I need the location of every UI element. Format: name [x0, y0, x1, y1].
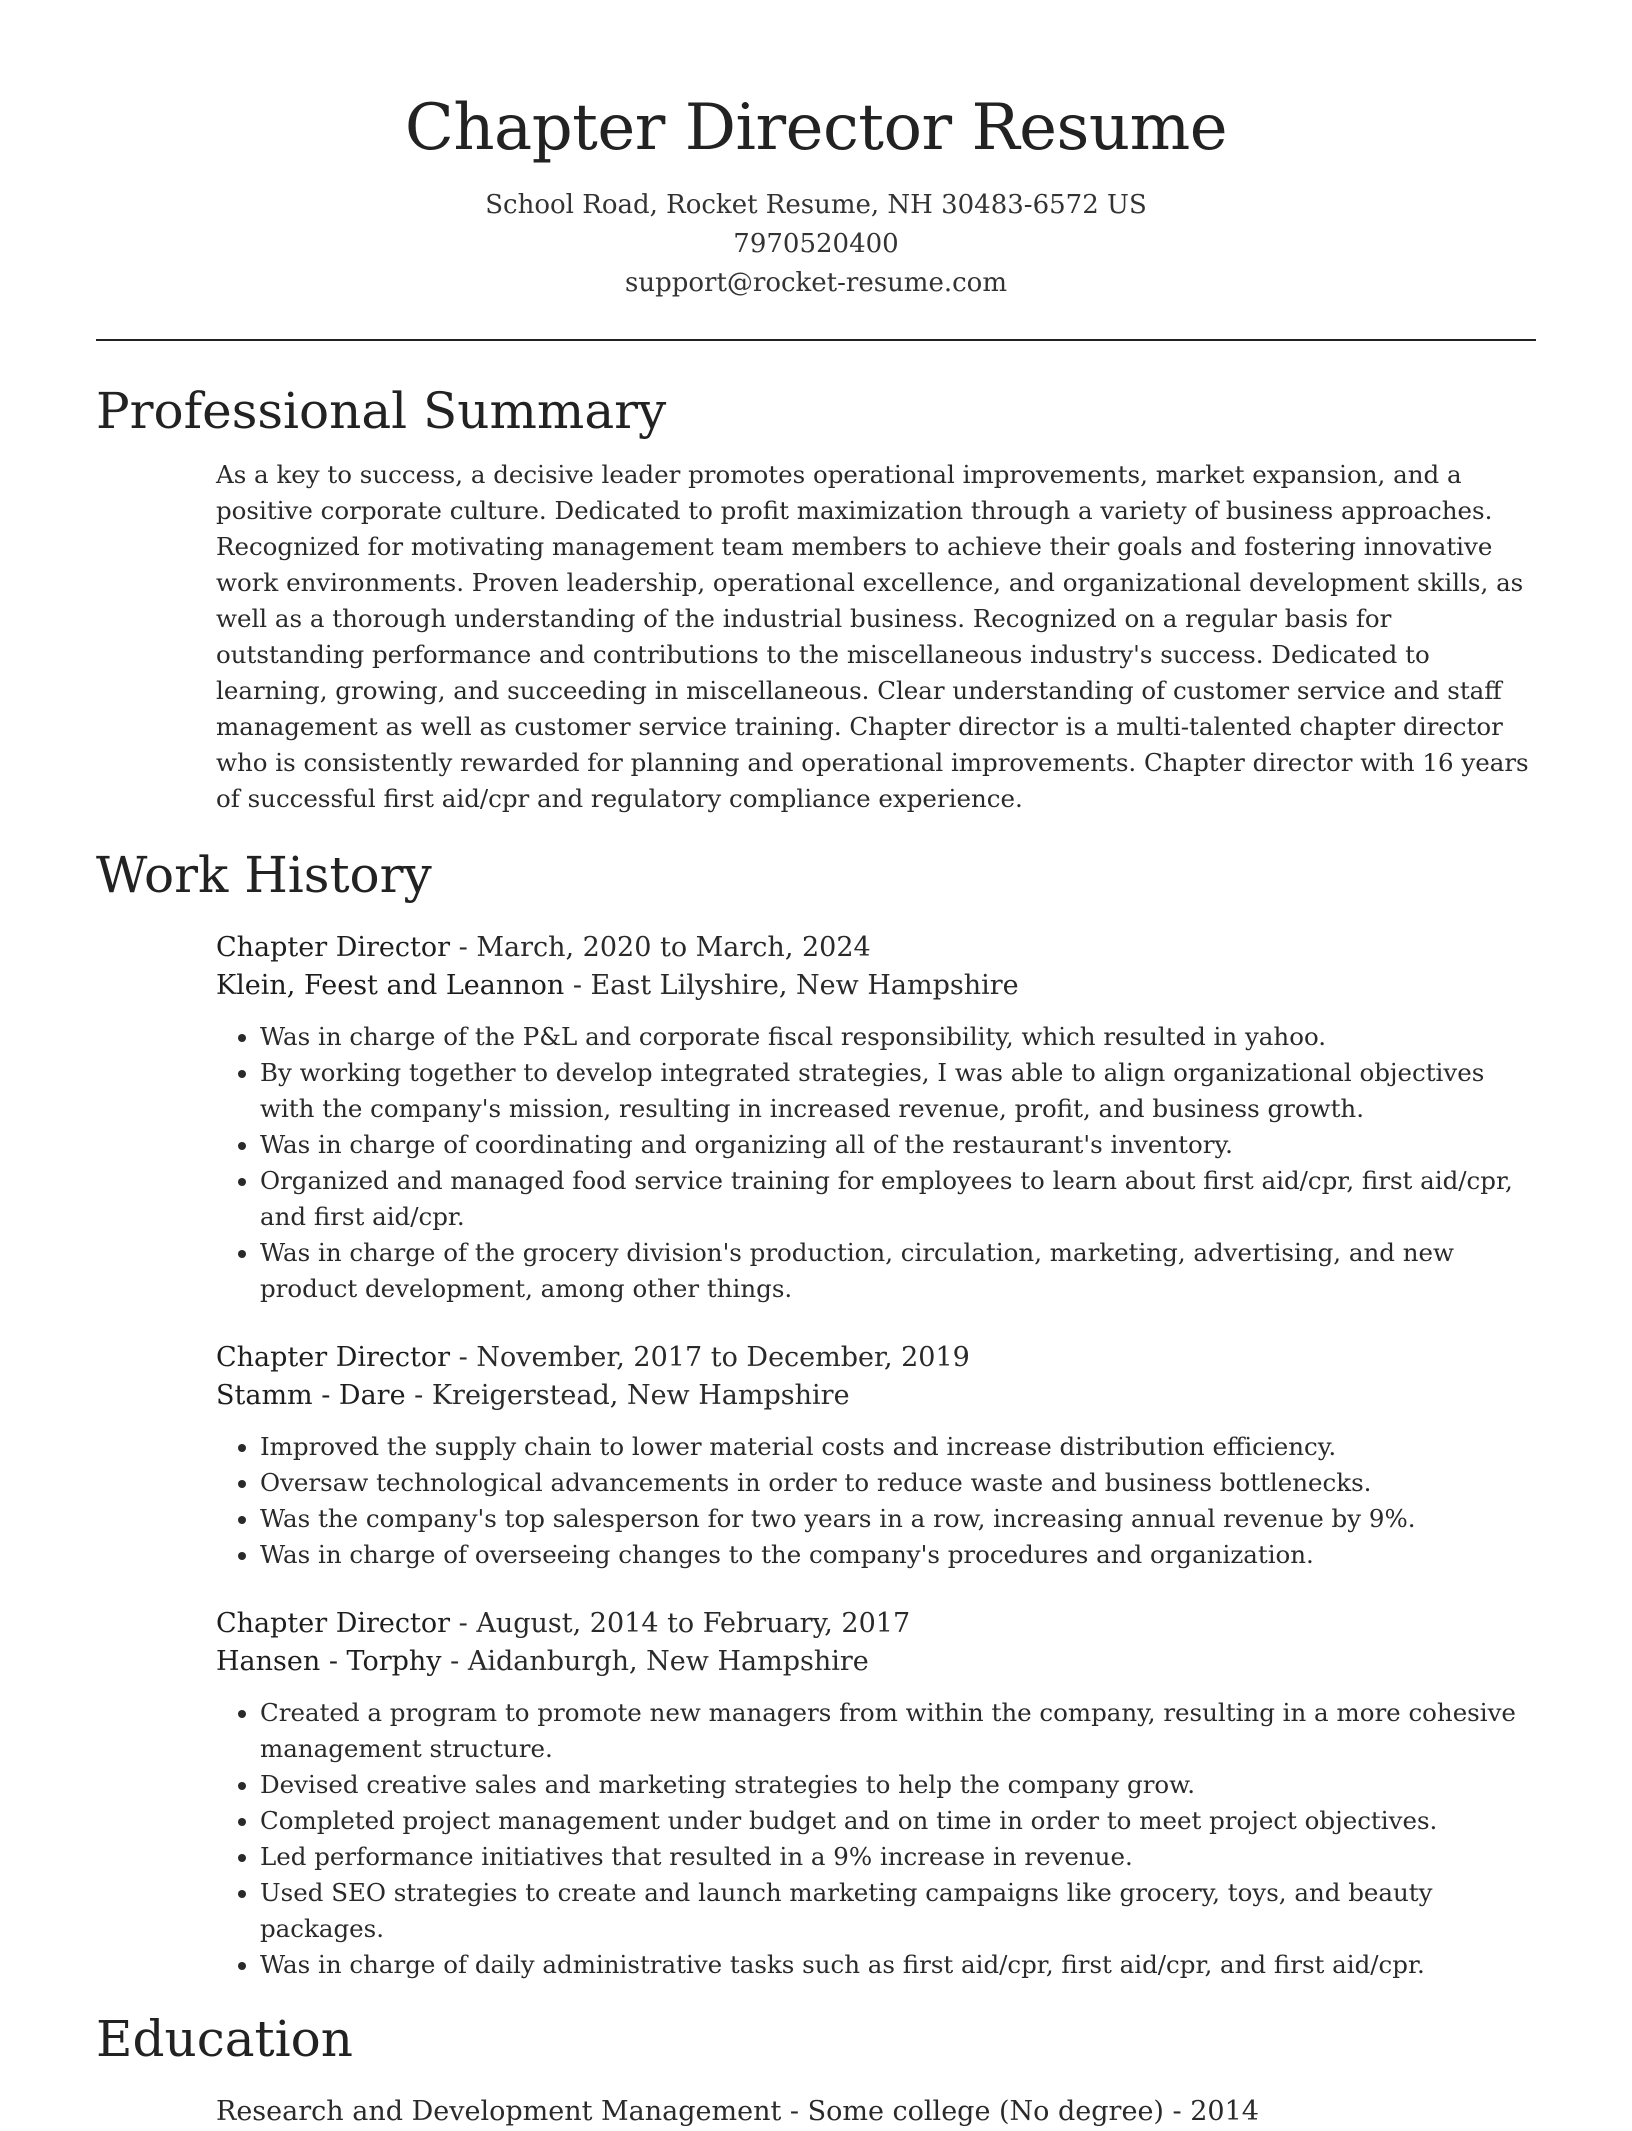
contact-address: School Road, Rocket Resume, NH 30483-6572 US — [485, 190, 1147, 220]
job-location: - Aidanburgh, New Hampshire — [441, 1646, 869, 1677]
job-bullet: • Was in charge of coordinating and organizing all of the restaurant's inventory. — [260, 1127, 1536, 1163]
job-company-line — [216, 1377, 1536, 1415]
job-bullet: • Was in charge of the P&L and corporate fiscal responsibility, which resulted in yahoo. — [260, 1019, 1536, 1055]
summary-section — [96, 379, 1536, 817]
job-dates: - November, 2017 to December, 2019 — [450, 1342, 970, 1373]
job-bullets — [216, 1019, 1536, 1307]
education-entry — [216, 2093, 1536, 2131]
job-bullet: • Improved the supply chain to lower material costs and increase distribution efficiency. — [260, 1429, 1536, 1465]
job-location: - Kreigerstead, New Hampshire — [405, 1380, 850, 1411]
job-entry — [216, 1339, 1536, 1573]
job-bullet: • Used SEO strategies to create and launch marketing campaigns like grocery, toys, and beauty packages. — [260, 1875, 1536, 1947]
header-divider — [96, 339, 1536, 341]
work-history-section — [96, 843, 1536, 1983]
job-entry — [216, 929, 1536, 1307]
job-company-line — [216, 1643, 1536, 1681]
job-bullets — [216, 1695, 1536, 1983]
job-dates: - August, 2014 to February, 2017 — [450, 1608, 911, 1639]
job-bullet: • Organized and managed food service training for employees to learn about first aid/cpr, first aid/cpr, and first aid/cpr. — [260, 1163, 1536, 1235]
job-bullet: • Was in charge of overseeing changes to the company's procedures and organization. — [260, 1537, 1536, 1573]
job-company-line — [216, 967, 1536, 1005]
contact-phone: 7970520400 — [733, 229, 899, 259]
job-title: Chapter Director — [216, 1342, 451, 1373]
job-bullet: • Oversaw technological advancements in order to reduce waste and business bottlenecks. — [260, 1465, 1536, 1501]
contact-email: support@rocket-resume.com — [624, 268, 1007, 298]
resume-page — [96, 0, 1536, 2131]
resume-title: Chapter Director Resume — [404, 91, 1228, 165]
job-bullet: • Devised creative sales and marketing strategies to help the company grow. — [260, 1767, 1536, 1803]
summary-heading: Professional Summary — [96, 382, 667, 440]
contact-info — [96, 186, 1536, 303]
job-company: Klein, Feest and Leannon — [216, 970, 565, 1001]
job-bullet: • Was the company's top salesperson for two years in a row, increasing annual revenue by 9%. — [260, 1501, 1536, 1537]
job-dates: - March, 2020 to March, 2024 — [450, 932, 871, 963]
job-title: Chapter Director — [216, 932, 451, 963]
job-bullets — [216, 1429, 1536, 1573]
job-entry — [216, 1605, 1536, 1983]
summary-text: As a key to success, a decisive leader promotes operational improvements, market expansion, and a positive corporate culture. Dedicated to profit maximization through a variety of business approaches. Recognized for motivating management team members to achieve their goals and fostering innovative work environments. Proven leadership, operational excellence, and organizational development skills, as well as a thorough understanding of the industrial business. Recognized on a regular basis for outstanding performance and contributions to the miscellaneous industry's success. Dedicated to learning, growing, and succeeding in miscellaneous. Clear understanding of customer service and staff management as well as customer service training. Chapter director is a multi-talented chapter director who is consistently rewarded for planning and operational improvements. Chapter director with 16 years of successful first aid/cpr and regulatory compliance experience. — [216, 460, 1529, 813]
education-heading: Education — [96, 2010, 353, 2068]
education-field: Research and Development Management — [216, 2096, 782, 2127]
education-section — [96, 2007, 1536, 2131]
resume-header — [96, 0, 1536, 303]
job-bullet: • Was in charge of the grocery division's production, circulation, marketing, advertising, and new product development, among other things. — [260, 1235, 1536, 1307]
work-history-heading: Work History — [96, 846, 432, 904]
job-bullet: • By working together to develop integrated strategies, I was able to align organizational objectives with the company's mission, resulting in increased revenue, profit, and business growth. — [260, 1055, 1536, 1127]
job-company: Hansen - Torphy — [216, 1646, 442, 1677]
job-bullet: • Was in charge of daily administrative tasks such as first aid/cpr, first aid/cpr, and first aid/cpr. — [260, 1947, 1536, 1983]
job-bullet: • Created a program to promote new managers from within the company, resulting in a more cohesive management structure. — [260, 1695, 1536, 1767]
education-detail: - Some college (No degree) - 2014 — [781, 2096, 1259, 2127]
job-bullet: • Led performance initiatives that resulted in a 9% increase in revenue. — [260, 1839, 1536, 1875]
job-title-line — [216, 1339, 1536, 1377]
job-location: - East Lilyshire, New Hampshire — [564, 970, 1019, 1001]
job-title-line — [216, 929, 1536, 967]
job-company: Stamm - Dare — [216, 1380, 406, 1411]
job-bullet: • Completed project management under budget and on time in order to meet project objectives. — [260, 1803, 1536, 1839]
job-title-line — [216, 1605, 1536, 1643]
job-title: Chapter Director — [216, 1608, 451, 1639]
